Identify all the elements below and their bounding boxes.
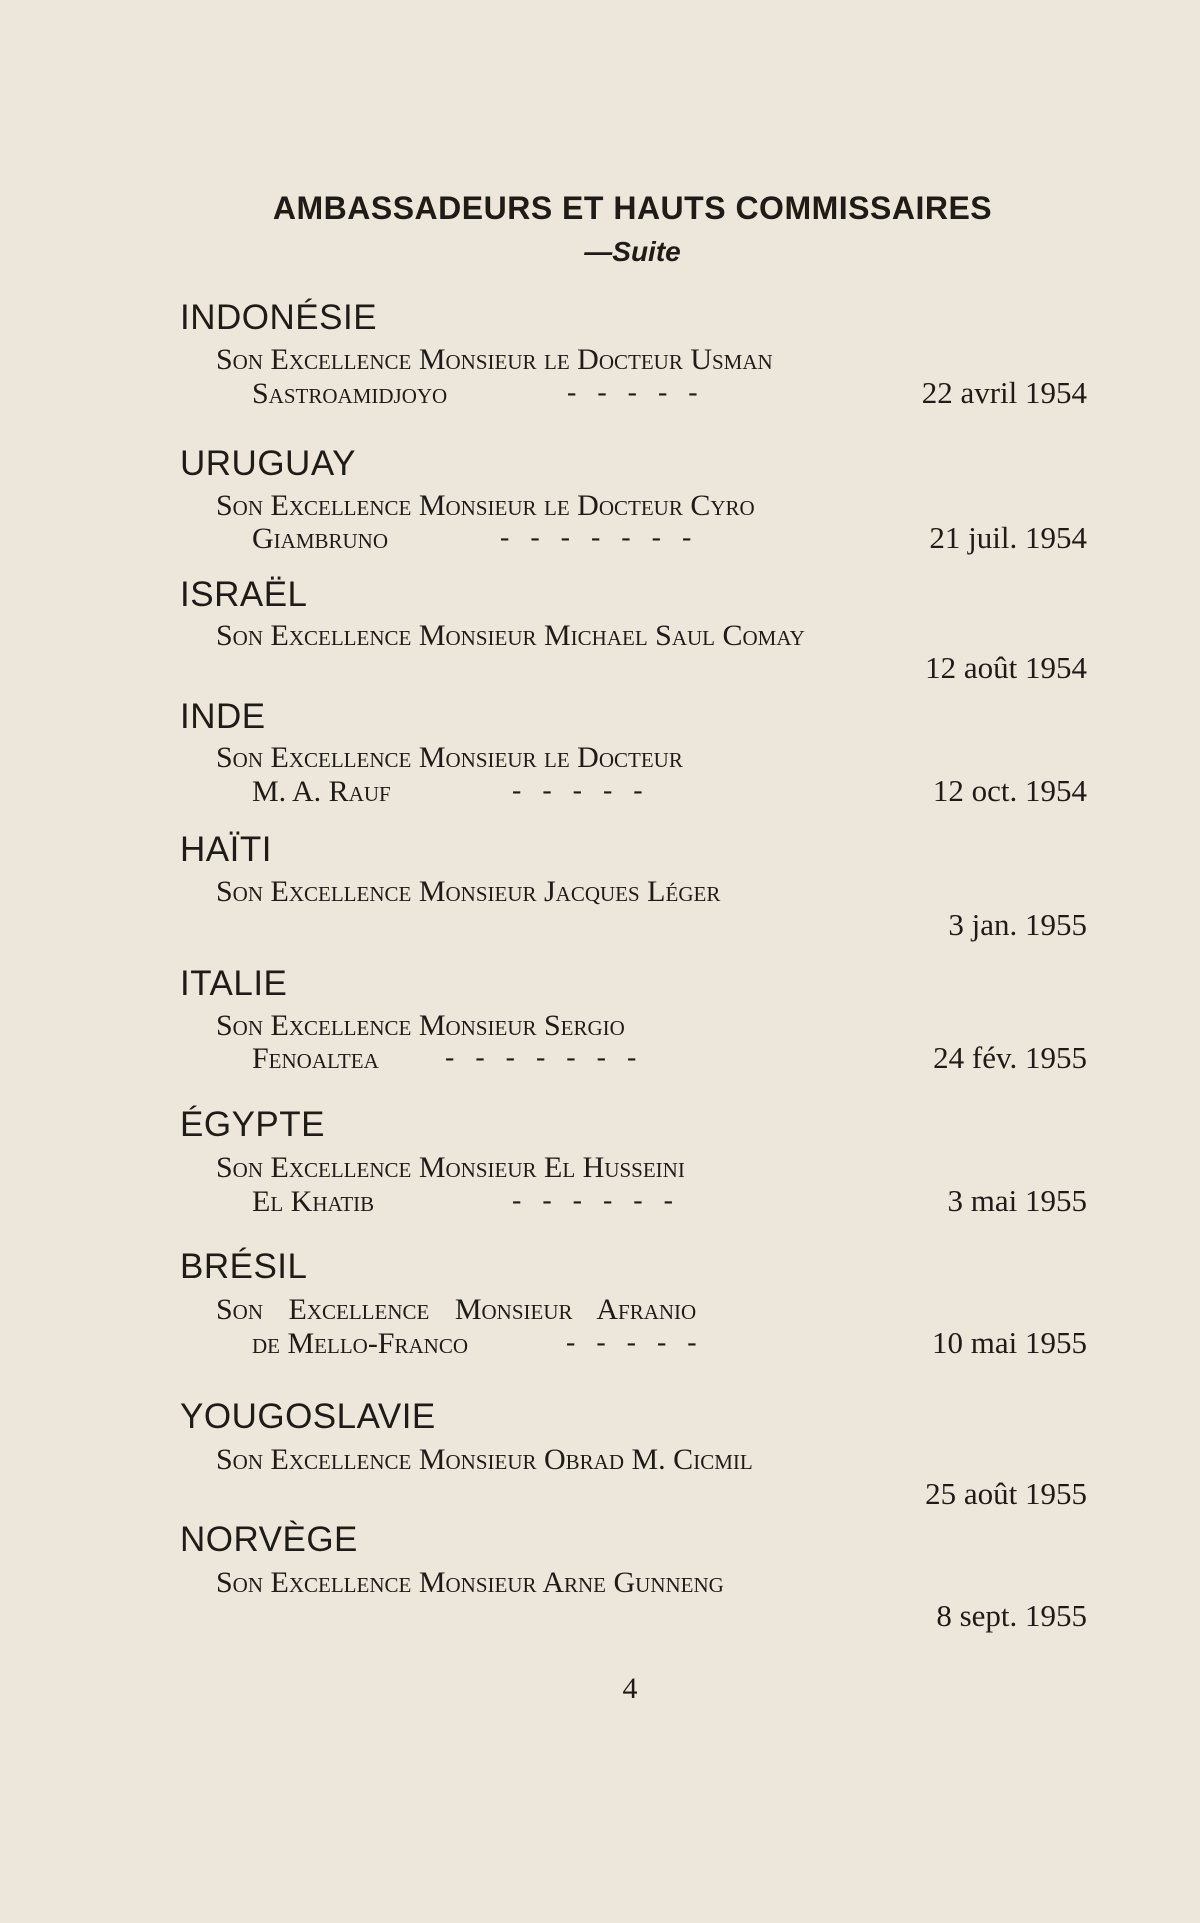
accreditation-date: 8 sept. 1955 <box>936 1598 1087 1633</box>
page-title: AMBASSADEURS ET HAUTS COMMISSAIRES <box>272 190 993 226</box>
country-heading: URUGUAY <box>180 444 356 483</box>
leader-dashes: - - - - - <box>512 775 643 806</box>
ambassador-name-line: Fenoaltea <box>252 1042 379 1075</box>
ambassador-name-line: de Mello-Franco <box>252 1327 469 1360</box>
accreditation-date: 24 fév. 1955 <box>933 1040 1087 1075</box>
leader-dashes: - - - - - - - <box>445 1042 637 1073</box>
ambassador-title-line: Son Excellence Monsieur El Husseini <box>216 1151 685 1184</box>
ambassador-name-line: Sastroamidjoyo <box>252 377 448 410</box>
accreditation-date: 3 mai 1955 <box>947 1183 1087 1218</box>
leader-dashes: - - - - - - <box>512 1185 673 1216</box>
page-number: 4 <box>622 1672 638 1705</box>
ambassador-title-line: Son Excellence Monsieur Obrad M. Cicmil <box>216 1443 753 1476</box>
page-subtitle: —Suite <box>584 236 681 267</box>
country-heading: BRÉSIL <box>180 1247 308 1286</box>
ambassador-title-line: Son Excellence Monsieur le Docteur <box>216 741 683 774</box>
ambassador-title-line: Son Excellence Monsieur Sergio <box>216 1009 625 1042</box>
accreditation-date: 3 jan. 1955 <box>948 907 1087 942</box>
leader-dashes: - - - - - <box>567 377 698 408</box>
country-heading: ISRAËL <box>180 575 308 614</box>
ambassador-title-line: Son Excellence Monsieur Michael Saul Comay <box>216 619 805 652</box>
accreditation-date: 22 avril 1954 <box>921 375 1087 410</box>
country-heading: NORVÈGE <box>180 1520 358 1559</box>
ambassador-title-line: Son Excellence Monsieur Jacques Léger <box>216 875 721 908</box>
country-heading: YOUGOSLAVIE <box>180 1397 436 1436</box>
country-heading: ITALIE <box>180 964 288 1003</box>
leader-dashes: - - - - - - - <box>500 522 692 553</box>
leader-dashes: - - - - - <box>566 1327 697 1358</box>
ambassador-title-line: Son Excellence Monsieur le Docteur Usman <box>216 343 773 376</box>
country-heading: HAÏTI <box>180 830 272 869</box>
ambassador-name-line: M. A. Rauf <box>252 775 391 808</box>
country-heading: INDONÉSIE <box>180 298 378 337</box>
accreditation-date: 10 mai 1955 <box>932 1325 1087 1360</box>
country-heading: INDE <box>180 697 266 736</box>
ambassador-name-line: El Khatib <box>252 1185 375 1218</box>
ambassador-title-line: Son Excellence Monsieur le Docteur Cyro <box>216 489 755 522</box>
ambassador-name-line: Giambruno <box>252 522 389 555</box>
ambassador-title-line: Son Excellence Monsieur Arne Gunneng <box>216 1566 724 1599</box>
accreditation-date: 25 août 1955 <box>925 1476 1087 1511</box>
accreditation-date: 21 juil. 1954 <box>929 520 1087 555</box>
accreditation-date: 12 août 1954 <box>925 650 1087 685</box>
ambassador-title-line: Son Excellence Monsieur Afranio <box>216 1293 697 1326</box>
country-heading: ÉGYPTE <box>180 1105 325 1144</box>
accreditation-date: 12 oct. 1954 <box>932 773 1087 808</box>
